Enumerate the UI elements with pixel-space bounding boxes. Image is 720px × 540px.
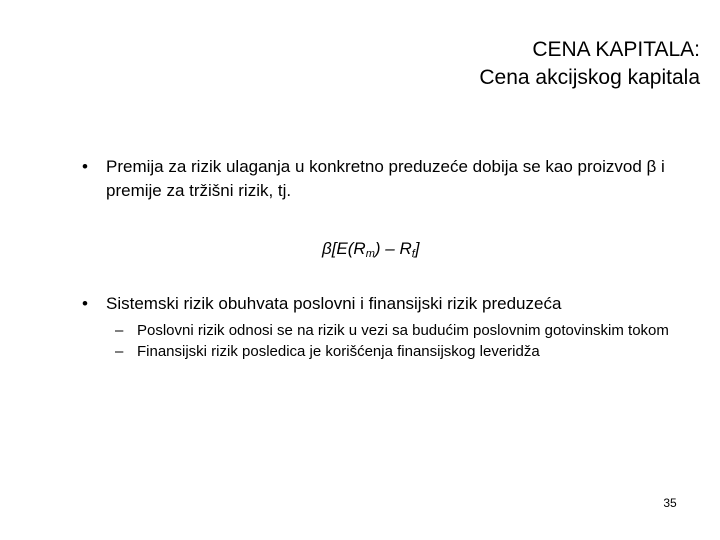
bullet-marker: • [82, 294, 88, 313]
bullet-item-systematic-risk [82, 292, 702, 363]
title-line-2: Cena akcijskog kapitala [479, 66, 700, 89]
sub-bullet-financial-risk [115, 342, 702, 361]
dash-marker: – [115, 322, 124, 339]
formula-suffix: ] [414, 239, 420, 258]
sub-bullet-business-risk [115, 321, 702, 340]
title-line-1: CENA KAPITALA: [532, 38, 700, 61]
bullet-text: Sistemski rizik obuhvata poslovni i finansijski rizik preduzeća [106, 294, 562, 313]
bullet-marker: • [82, 157, 88, 176]
sub-bullet-text: Poslovni rizik odnosi se na rizik u vezi sa budućim poslovnim gotovinskim tokom [137, 322, 669, 339]
formula-prefix: β[E(R [322, 239, 366, 258]
page-number: 35 [663, 496, 677, 510]
slide-title [200, 36, 700, 92]
sub-bullet-list [82, 321, 702, 361]
bullet-text: Premija za rizik ulaganja u konkretno preduzeće dobija se kao proizvod β i premije za tržišni rizik, tj. [106, 157, 665, 200]
dash-marker: – [115, 343, 124, 360]
sub-bullet-text: Finansijski rizik posledica je korišćenja finansijskog leveridža [137, 343, 540, 360]
bullet-item-risk-premium [82, 155, 682, 203]
bullet-row [82, 155, 682, 203]
formula-subscript-m: m [365, 248, 375, 260]
formula-middle: ) – R [374, 239, 412, 258]
bullet-row [82, 292, 702, 316]
formula [322, 237, 420, 261]
formula-subscript-f: f [411, 248, 415, 260]
